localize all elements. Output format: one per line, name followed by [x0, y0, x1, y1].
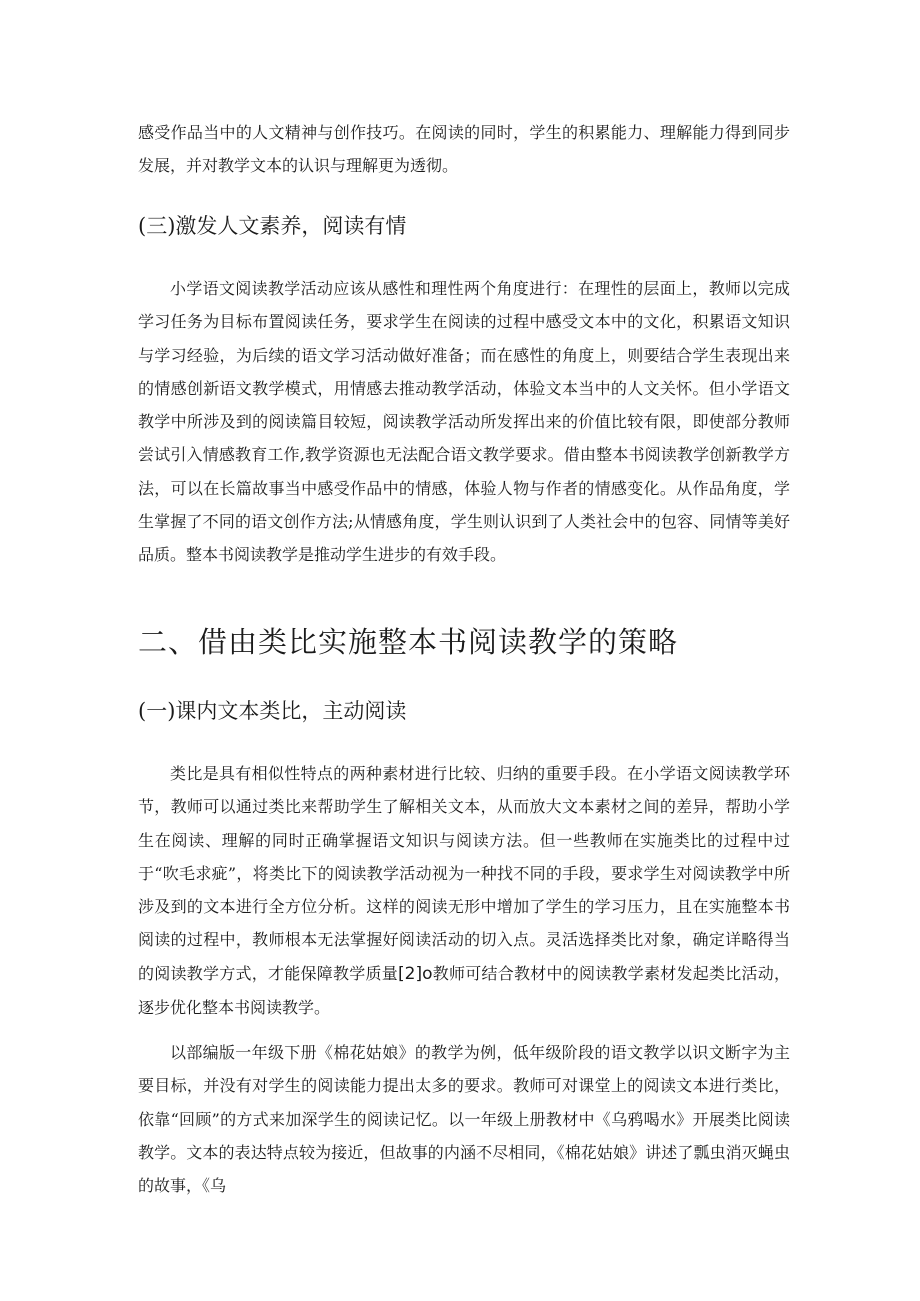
paragraph-analogy-text-a: 类比是具有相似性特点的两种素材进行比较、归纳的重要手段。在小学语文阅读教学环节，教师可以通过类比来帮助学生了解相关文本，从而放大文本素材之间的差异，帮助小学生在阅读、理解的同时正确掌握语文知识与阅读方法。但一些教师在实施类比的过程中过于“吹毛求疵”，将类比下的阅读教学活动视为一种找不同的手段，要求学生对阅读教学中所涉及到的文本进行全方位分析。这样的阅读无形中增加了学生的学习压力，且在实施整本书阅读的过程中，教师根本无法掌握好阅读活动的切入点。灵活选择类比对象，确定详略得当的阅读教学方式，才能保障教学质量	[138, 764, 790, 983]
paragraph-example-cotton-girl: 以部编版一年级下册《棉花姑娘》的教学为例，低年级阶段的语文教学以识文断字为主要目标，并没有对学生的阅读能力提出太多的要求。教师可对课堂上的阅读文本进行类比，依靠“回顾”的方式来加深学生的阅读记忆。以一年级上册教材中《乌鸦喝水》开展类比阅读教学。文本的表达特点较为接近，但故事的内涵不尽相同，《棉花姑娘》讲述了瓢虫消灭蝇虫的故事，《乌	[138, 1043, 790, 1196]
section-heading-3: (三)激发人文素养，阅读有情	[138, 214, 407, 238]
paragraph-analogy	[138, 757, 790, 1024]
paragraph-intro-continuation: 感受作品当中的人文精神与创作技巧。在阅读的同时，学生的积累能力、理解能力得到同步发展，并对教学文本的认识与理解更为透彻。	[138, 123, 790, 176]
paragraph-analogy-text-b: 教师可结合教材中的阅读教学素材发起类比活动，逐步优化整本书阅读教学。	[138, 963, 790, 1018]
section-heading-1: (一)课内文本类比，主动阅读	[138, 699, 407, 723]
citation-reference: [2]o	[398, 963, 433, 984]
chapter-heading-2: 二、借由类比实施整本书阅读教学的策略	[138, 625, 679, 659]
paragraph-humanistic-literacy: 小学语文阅读教学活动应该从感性和理性两个角度进行：在理性的层面上，教师以完成学习任务为目标布置阅读任务，要求学生在阅读的过程中感受文本中的文化，积累语文知识与学习经验，为后续的语文学习活动做好准备；而在感性的角度上，则要结合学生表现出来的情感创新语文教学模式，用情感去推动教学活动，体验文本当中的人文关怀。但小学语文教学中所涉及到的阅读篇目较短，阅读教学活动所发挥出来的价值比较有限，即使部分教师尝试引入情感教育工作,教学资源也无法配合语文教学要求。借由整本书阅读教学创新教学方法，可以在长篇故事当中感受作品中的情感，体验人物与作者的情感变化。从作品角度，学生掌握了不同的语文创作方法;从情感角度，学生则认识到了人类社会中的包容、同情等美好品质。整本书阅读教学是推动学生进步的有效手段。	[138, 279, 790, 565]
